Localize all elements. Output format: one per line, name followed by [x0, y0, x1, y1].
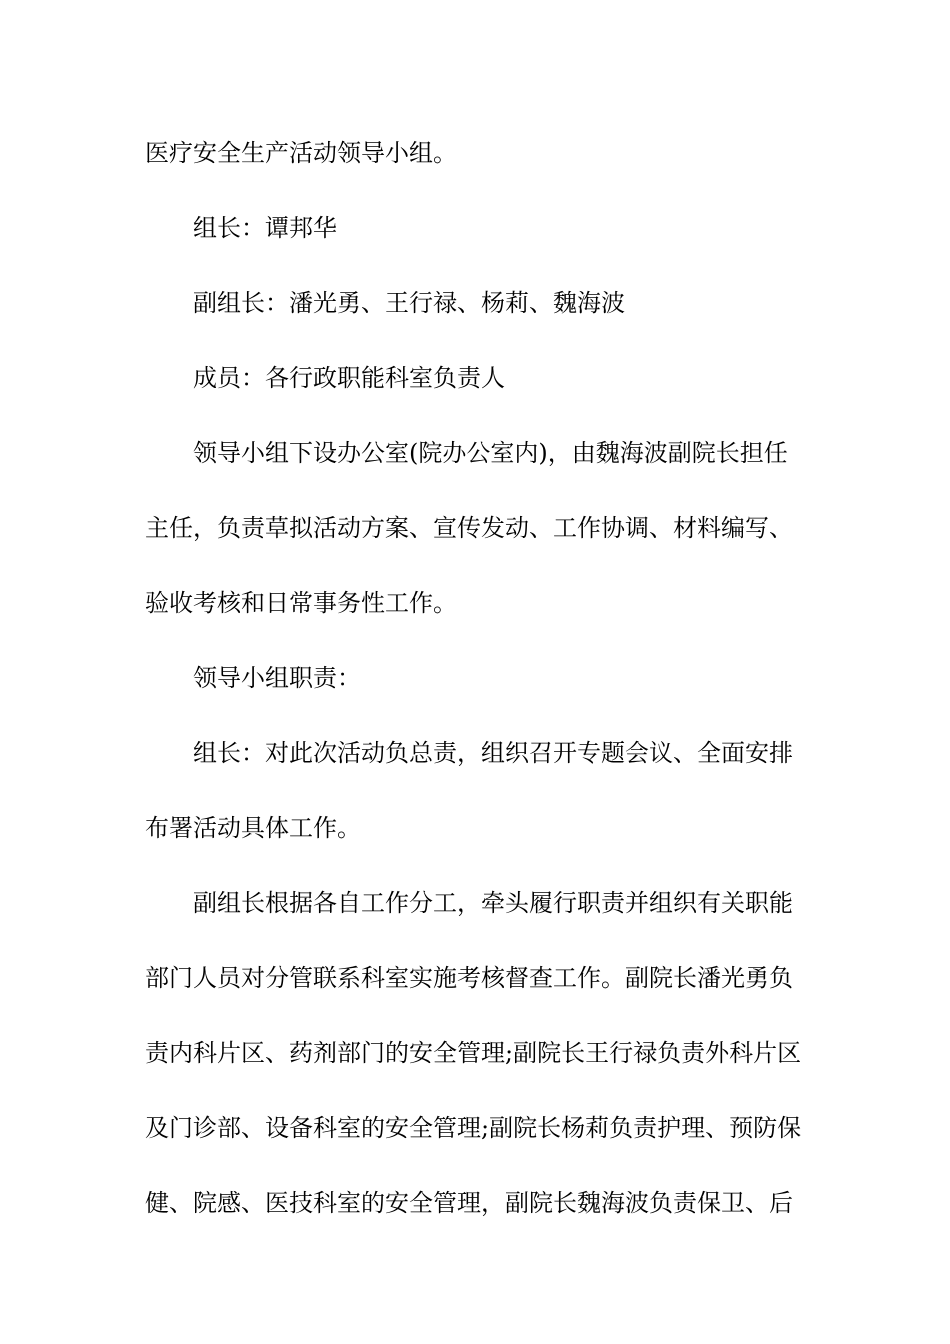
text-line-4: 成员：各行政职能科室负责人	[193, 364, 505, 392]
text-line-9: 组长：对此次活动负总责，组织召开专题会议、全面安排	[193, 739, 793, 767]
text-line-2: 组长：谭邦华	[193, 214, 337, 242]
text-line-10: 布署活动具体工作。	[145, 814, 361, 842]
text-line-14: 及门诊部、设备科室的安全管理;副院长杨莉负责护理、预防保	[145, 1114, 802, 1142]
text-line-15: 健、院感、医技科室的安全管理，副院长魏海波负责保卫、后	[145, 1189, 793, 1217]
text-line-3: 副组长：潘光勇、王行禄、杨莉、魏海波	[193, 289, 625, 317]
text-line-7: 验收考核和日常事务性工作。	[145, 589, 457, 617]
text-line-1: 医疗安全生产活动领导小组。	[145, 139, 457, 167]
text-line-8: 领导小组职责：	[193, 664, 361, 692]
text-line-6: 主任，负责草拟活动方案、宣传发动、工作协调、材料编写、	[145, 514, 793, 542]
text-line-11: 副组长根据各自工作分工，牵头履行职责并组织有关职能	[193, 889, 793, 917]
text-line-13: 责内科片区、药剂部门的安全管理;副院长王行禄负责外科片区	[145, 1039, 802, 1067]
document-body	[145, 123, 810, 1248]
text-line-5: 领导小组下设办公室(院办公室内)，由魏海波副院长担任	[193, 439, 788, 467]
text-line-12: 部门人员对分管联系科室实施考核督查工作。副院长潘光勇负	[145, 964, 793, 992]
